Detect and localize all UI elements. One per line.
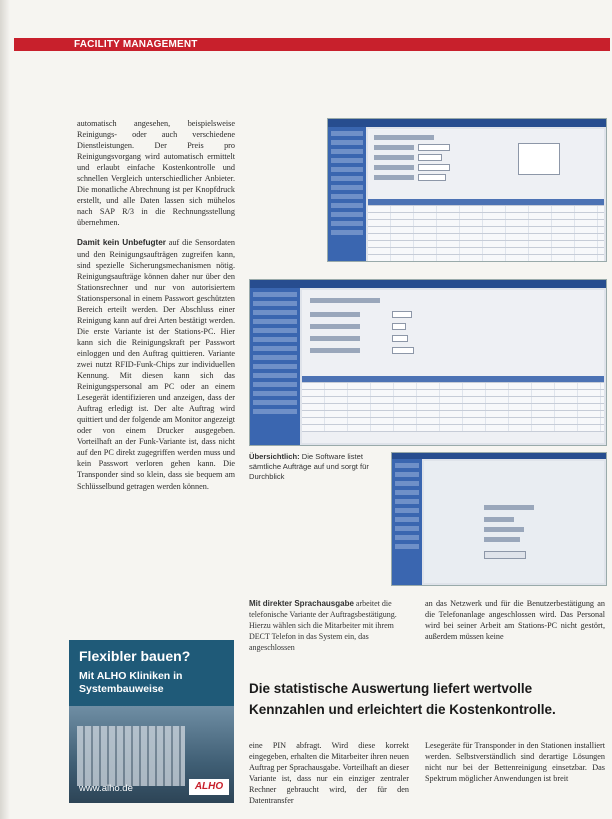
caption-overview-text: Die Software listet sämtliche Aufträge auf und sorgt für Durchblick: [249, 452, 369, 481]
paragraph-col3-top: an das Netzwerk und für die Benutzerbestätigung an die Telefonanlage angeschlossen wird. Das Personal wird bei seiner Arbeit am Stations-PC nicht gestört, außerdem müssen keine: [425, 599, 605, 642]
ad-subtitle: Mit ALHO Kliniken in Systembauweise: [79, 670, 183, 695]
paragraph-1: automatisch angesehen, beispielsweise Reinigungs- oder auch verschiedene Dienstleistungen. Der Preis pro Reinigungsvorgang wird automatisch ermittelt und erlaubt einfache Kostenkontrolle und schnellen Vergleich unterschiedlicher Anbieter. Die monatliche Abrechnung ist per Knopfdruck erstellt, und alle Daten lassen sich mühelos nach SAP R/3 in die Rechnungsstellung übernehmen.: [77, 119, 235, 228]
ad-title: Flexibler bauen?: [79, 648, 191, 664]
body-column-3-top: [425, 598, 605, 642]
pull-quote-headline: Die statistische Auswertung liefert wertvolle Kennzahlen und erleichtert die Kostenkontrolle.: [249, 681, 556, 717]
alho-logo: ALHO: [189, 779, 229, 795]
ad-building-facade: [77, 726, 185, 786]
paragraph-col3-bottom: Lesegeräte für Transponder in den Stationen installiert werden. Selbstverständlich sind derartige Lösungen nicht nur bei der Bettenreinigung einsetzbar. Das Spektrum möglicher Anwendungen ist breit: [425, 741, 605, 784]
page-edge-shadow: [0, 0, 10, 819]
caption-speech-text: arbeitet die telefonische Variante der Auftragsbestätigung. Hierzu wählen sich die Mitarbeiter mit ihrem DECT Telefon in das System ein, das angeschlossen: [249, 599, 397, 652]
alho-advertisement[interactable]: [69, 640, 234, 803]
paragraph-col2-bottom: eine PIN abfragt. Wird diese korrekt eingegeben, erhalten die Mitarbeiter ihren neuen Auftrag per Sprachausgabe. Vorteilhaft an dieser Variante ist, dass nur ein einziger zentraler Rechner gebraucht wird, der für den Datentransfer: [249, 741, 409, 806]
software-screenshot-3: [391, 452, 607, 586]
section-title: FACILITY MANAGEMENT: [74, 39, 198, 50]
software-screenshot-1: [327, 118, 607, 262]
software-screenshot-2: [249, 279, 607, 446]
body-column-3-bottom: [425, 740, 605, 784]
caption-overview-lead: Übersichtlich:: [249, 452, 300, 461]
section-header-bar: [14, 38, 610, 51]
ad-url-link[interactable]: www.alho.de: [79, 783, 133, 794]
caption-speech-output: [249, 598, 409, 653]
paragraph-2: [77, 237, 235, 491]
paragraph-2-text: auf die Sensordaten und den Reinigungsaufträgen zugreifen kann, sind spezielle Sicherungsmechanismen nötig. Reinigungsaufträge können daher nur über den Stationsrechner und nur von autorisiertem Stationspersonal in einem Passwort geschützten Bereich erteilt werden. Der Abschluss einer Reinigung kann auf drei Arten bestätigt werden. Die erste Variante ist der Stations-PC. Hier kann sich die Reinigungskraft per Passwort einloggen und den Auftrag quittieren. Variante zwei nutzt RFID-Funk-Chips zur individuellen Kennung. Mit diesen kann sich das Reinigungspersonal am PC oder an einem Lesegerät identifizieren und anzeigen, dass der Auftrag erledigt ist. Der alte Auftrag wird quittiert und der folgende am Monitor angezeigt oder von einem Drucker ausgegeben. Vorteilhaft an der Funk-Variante ist, dass nicht auf den PC direkt zugegriffen werden muss und kein Passwort verloren gehen kann. Die Transponder sind so klein, dass sie bequem am Schlüsselbund getragen werden können.: [77, 238, 235, 491]
body-column-1: [77, 118, 235, 492]
body-column-2-bottom: [249, 740, 409, 806]
caption-overview: [249, 452, 384, 482]
paragraph-2-lead: Damit kein Unbefugter: [77, 238, 166, 248]
caption-speech-lead: Mit direkter Sprachausgabe: [249, 599, 354, 608]
